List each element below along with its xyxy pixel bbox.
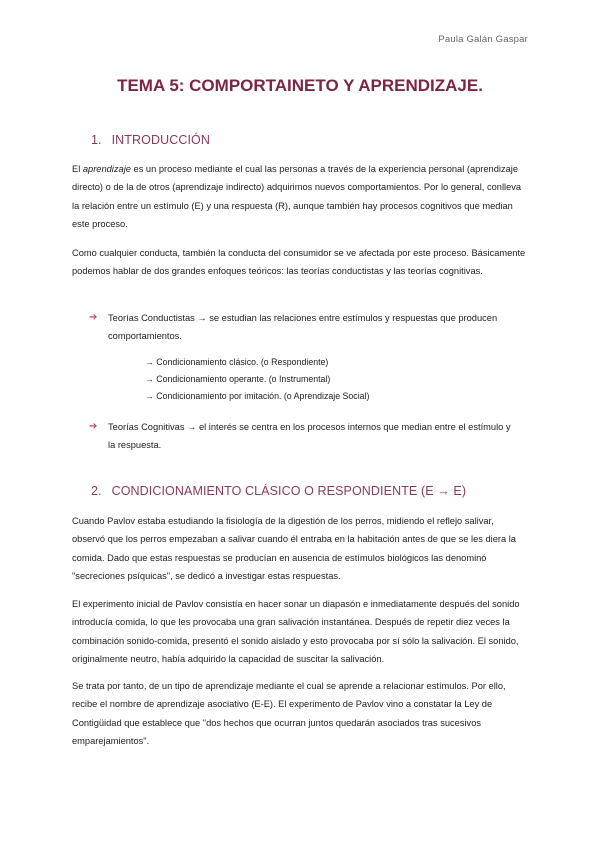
bullet-text: Teorías Conductistas → se estudian las relaciones entre estímulos y respuestas que producen comportamientos. (108, 313, 498, 342)
sub-list-item: → Condicionamiento clásico. (o Respondiente) (145, 357, 329, 367)
emphasis-term: aprendizaje (82, 164, 131, 174)
paragraph-text: es un proceso mediante el cual las personas a través de la experiencia personal (aprendizaje directo) o de la de otros (aprendizaje indirecto) adquirimos nuevos comportamientos. Por lo general, conlleva la relación entre un estímulo (E) y una respuesta (R), aunque también hay procesos cognitivos que median este proceso. (72, 164, 522, 229)
arrow-bullet-icon: ➔ (89, 312, 98, 323)
arrow-bullet-icon: ➔ (89, 421, 98, 432)
section-title: INTRODUCCIÓN (111, 133, 210, 147)
section-heading-condicionamiento-clasico (91, 484, 466, 498)
sub-list-item: → Condicionamiento operante. (o Instrumental) (145, 374, 331, 384)
bullet-item-cognitivas (89, 418, 519, 455)
section-heading-introduccion (91, 133, 210, 147)
section-title: CONDICIONAMIENTO CLÁSICO O RESPONDIENTE (E → E) (111, 484, 467, 498)
author-name: Paula Galán Gaspar (438, 34, 528, 45)
classical-paragraph-2: El experimento inicial de Pavlov consistía en hacer sonar un diapasón e inmediatamente después del sonido introducía comida, lo que les provocaba una gran salivación instantánea. Después de repetir diez veces la combinación sonido-comida, presentó el sonido aislado y esto provocaba por sí sólo la salivación. El sonido, originalmente neutro, había adquirido la capacidad de suscitar la salivación. (72, 599, 520, 664)
intro-paragraph-2: Como cualquier conducta, también la conducta del consumidor se ve afectada por este proceso. Básicamente podemos hablar de dos grandes enfoques teóricos: las teorías conductistas y las teorías cognitivas. (72, 248, 526, 277)
section-number: 2. (91, 484, 102, 498)
classical-paragraph-3: Se trata por tanto, de un tipo de aprendizaje mediante el cual se aprende a relacionar estímulos. Por ello, recibe el nombre de aprendizaje asociativo (E-E). El experimento de Pavlov vino a constatar la Ley de Contigüidad que establece que "dos hechos que ocurran juntos quedarán asociados tras sucesivos emparejamientos". (72, 681, 506, 746)
intro-paragraph-1 (72, 160, 528, 233)
section-number: 1. (91, 133, 102, 147)
bullet-item-conductistas (89, 309, 519, 346)
page-title: TEMA 5: COMPORTAINETO Y APRENDIZAJE. (117, 76, 483, 95)
classical-paragraph-1: Cuando Pavlov estaba estudiando la fisiología de la digestión de los perros, midiendo el reflejo salivar, observó que los perros empezaban a salivar cuando él entraba en la habitación antes de que se les diera la comida. Dado que estas respuestas se producían en ausencia de estímulos biológicos las denominó "secreciones psíquicas", se dedicó a investigar estas respuestas. (72, 516, 516, 581)
paragraph-text: El (72, 164, 83, 174)
sub-list-item: → Condicionamiento por imitación. (o Aprendizaje Social) (145, 391, 370, 401)
bullet-text: Teorías Cognitivas → el interés se centra en los procesos internos que median entre el estímulo y la respuesta. (108, 422, 511, 451)
